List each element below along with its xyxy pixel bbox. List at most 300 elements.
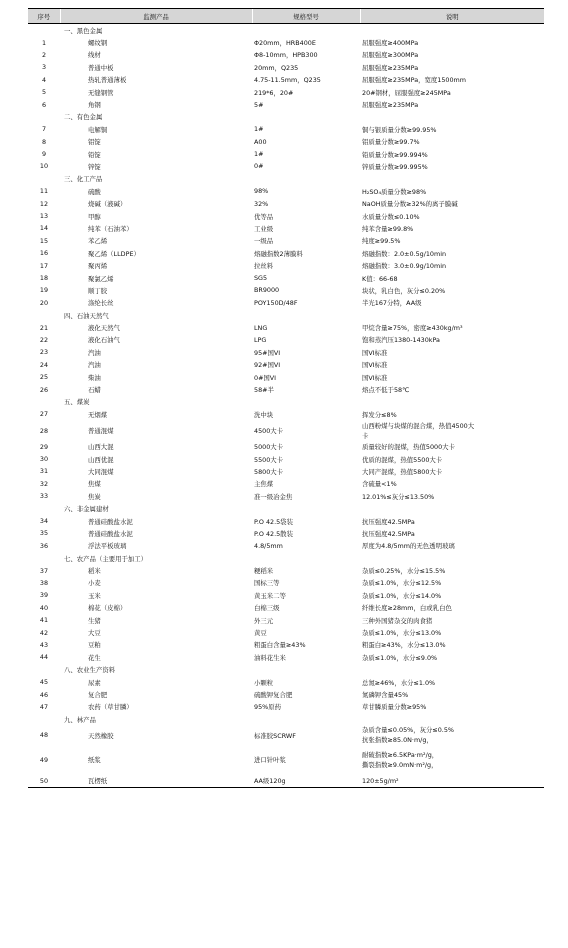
category-name: 一、黑色金属 <box>64 26 103 35</box>
row-number: 26 <box>39 385 49 394</box>
row-number: 38 <box>39 578 49 587</box>
table-row <box>28 284 544 296</box>
category-row <box>28 24 544 37</box>
product-note: 杂质≤1.0%，水分≤14.0% <box>362 591 442 600</box>
table-row <box>28 371 544 383</box>
row-number: 50 <box>28 774 60 787</box>
product-name: 汽油 <box>88 348 101 357</box>
category-row <box>28 552 544 564</box>
row-number: 10 <box>39 162 49 171</box>
category-spec-cell <box>252 309 360 321</box>
table-row <box>28 589 544 601</box>
category-no-cell <box>28 664 60 676</box>
note-line: 耐破指数≥6.5KPa·m²/g， <box>362 750 439 759</box>
category-row <box>28 502 544 514</box>
category-spec-cell <box>252 24 360 37</box>
product-note: 屈服强度≥300MPa <box>362 51 419 60</box>
category-spec-cell <box>252 396 360 408</box>
product-note: 质量较好的混煤，热值5000大卡 <box>362 443 455 452</box>
product-spec: 油料花生米 <box>254 653 286 662</box>
table-row <box>28 61 544 73</box>
product-spec: Φ20mm，HRB400E <box>254 39 316 48</box>
category-spec-cell <box>252 713 360 725</box>
product-note: 大同产混煤，热值5800大卡 <box>362 467 443 476</box>
table-row <box>28 651 544 663</box>
table-row <box>28 774 544 787</box>
row-number: 48 <box>39 731 49 740</box>
product-spec: 粳稻米 <box>254 567 274 576</box>
row-number: 21 <box>39 323 49 332</box>
product-name: 稻米 <box>88 567 101 576</box>
product-name: 线材 <box>88 51 101 60</box>
table-row <box>28 383 544 395</box>
table-row <box>28 577 544 589</box>
category-spec-cell <box>252 552 360 564</box>
category-name: 四、石油天然气 <box>64 311 109 320</box>
product-spec: 4.8/5mm <box>254 541 283 550</box>
product-name: 无缝钢管 <box>88 88 114 97</box>
row-number: 36 <box>39 541 49 550</box>
product-note: 草甘膦质量分数≥95% <box>362 703 427 712</box>
row-number: 25 <box>39 373 49 382</box>
row-number: 8 <box>41 137 47 146</box>
product-spec: 4.75-11.5mm，Q235 <box>254 76 321 85</box>
monitoring-products-table-container <box>28 8 544 788</box>
header-row <box>28 9 544 24</box>
row-number: 29 <box>39 442 49 451</box>
product-spec: LNG <box>254 323 268 332</box>
product-name: 浮法平板玻璃 <box>88 542 127 551</box>
product-name: 焦炭 <box>88 492 101 501</box>
product-spec: 4500大卡 <box>254 427 284 435</box>
product-spec: 准一级冶金焦 <box>254 492 293 501</box>
table-row <box>28 334 544 346</box>
product-name: 液化天然气 <box>88 324 120 333</box>
product-spec: 0#国VI <box>254 373 277 382</box>
table-body <box>28 24 544 788</box>
product-note: 屈服强度≥235MPa <box>362 101 419 110</box>
product-name: 甲醇 <box>88 212 101 221</box>
table-row <box>28 259 544 271</box>
row-number: 27 <box>39 410 49 419</box>
product-note: 三种外国猪杂交的肉食猪 <box>362 616 433 625</box>
product-spec: 黄玉米二等 <box>254 591 286 600</box>
product-note: H₂SO₄质量分数≥98% <box>362 187 427 196</box>
table-row <box>28 626 544 638</box>
note-line: 山西粉煤与块煤的混合煤，热值4500大 <box>362 421 475 430</box>
table-row <box>28 688 544 700</box>
product-spec: 5500大卡 <box>254 455 284 464</box>
product-name: 铝锭 <box>88 138 101 147</box>
product-name: 玉米 <box>88 591 101 600</box>
product-name: 复合肥 <box>88 691 108 699</box>
product-name: 农药（草甘膦） <box>88 703 133 712</box>
product-spec: 5# <box>254 100 264 109</box>
product-spec: 20mm，Q235 <box>254 63 299 72</box>
product-note: 半光167分特，AA级 <box>362 299 422 308</box>
product-note: K值：66-68 <box>362 274 398 283</box>
product-note: 挥发分≤8% <box>362 410 397 419</box>
row-number: 31 <box>39 467 49 476</box>
table-row <box>28 297 544 309</box>
category-row <box>28 173 544 185</box>
product-name: 聚乙烯（LLDPE） <box>88 249 140 258</box>
product-spec: 优等品 <box>254 212 274 221</box>
product-name: 锌锭 <box>88 162 101 171</box>
product-spec: 熔融指数2薄膜料 <box>254 249 303 258</box>
row-number: 6 <box>41 100 47 109</box>
row-number: 3 <box>41 63 47 72</box>
product-spec: 0# <box>254 162 264 171</box>
table-row <box>28 453 544 465</box>
table-header <box>28 9 544 24</box>
category-no-cell <box>28 309 60 321</box>
row-number: 33 <box>39 492 49 501</box>
category-note-cell <box>360 396 544 408</box>
product-note: 总氮≥46%，水分≤1.0% <box>362 678 436 687</box>
product-note: 杂质≤1.0%，水分≤12.5% <box>362 579 442 588</box>
table-row <box>28 98 544 110</box>
category-name: 五、煤炭 <box>64 398 90 407</box>
product-spec: P.O 42.5袋装 <box>254 517 293 526</box>
product-spec: 拉丝料 <box>254 262 274 271</box>
product-name: 山西优混 <box>88 455 114 464</box>
table-row <box>28 564 544 576</box>
row-number: 18 <box>39 274 49 282</box>
product-spec: SG5 <box>254 274 268 282</box>
table-row <box>28 210 544 222</box>
product-note: 抗压强度42.5MPa <box>362 517 415 526</box>
product-name: 天然橡胶 <box>88 731 114 740</box>
note-line: 抗张指数≥85.0N·m/g， <box>362 736 433 745</box>
product-name: 苯乙烯 <box>88 237 108 246</box>
product-note: 国VI标准 <box>362 373 388 382</box>
product-spec: 硫酸钾复合肥 <box>254 691 293 699</box>
product-name: 尿素 <box>88 678 101 687</box>
product-note: 优质的混煤，热值5500大卡 <box>362 455 443 464</box>
category-note-cell <box>360 173 544 185</box>
category-name: 八、农业生产资料 <box>64 666 116 675</box>
table-row <box>28 421 544 441</box>
note-line: 卡 <box>362 431 369 440</box>
category-note-cell <box>360 502 544 514</box>
product-spec: 进口针叶浆 <box>254 756 286 765</box>
row-number: 34 <box>39 517 49 526</box>
category-note-cell <box>360 111 544 123</box>
product-note: 国VI标准 <box>362 348 388 357</box>
row-number: 40 <box>39 603 49 612</box>
product-note: 纯度≥99.5% <box>362 237 401 246</box>
note-line: 杂质含量≤0.05%，灰分≤0.5% <box>362 726 454 735</box>
row-number: 30 <box>39 455 49 464</box>
table-row <box>28 515 544 527</box>
product-name: 硫酸 <box>88 187 101 196</box>
row-number: 17 <box>39 261 49 270</box>
product-note: 熔融指数：3.0±0.9g/10min <box>362 262 447 271</box>
table-row <box>28 441 544 453</box>
table-row <box>28 725 544 745</box>
row-number: 13 <box>39 212 49 221</box>
product-name: 普通硅酸盐水泥 <box>88 517 133 526</box>
product-name: 汽油 <box>88 361 101 370</box>
product-name: 普通硅酸盐水泥 <box>88 529 133 538</box>
product-name: 焦煤 <box>88 480 101 489</box>
row-number: 12 <box>39 199 49 208</box>
header-product: 监测产品 <box>60 9 252 24</box>
product-name: 无烟煤 <box>88 410 108 419</box>
product-name: 花生 <box>88 653 101 662</box>
product-name: 螺纹钢 <box>88 39 108 48</box>
category-no-cell <box>28 552 60 564</box>
monitoring-products-table <box>28 8 544 788</box>
product-note: 熔融指数：2.0±0.5g/10min <box>362 249 447 258</box>
table-row <box>28 359 544 371</box>
product-spec: 5800大卡 <box>254 467 284 476</box>
product-spec: AA级120g <box>252 774 360 787</box>
product-spec: 58#半 <box>254 386 274 395</box>
row-number: 2 <box>41 50 47 59</box>
table-row <box>28 639 544 651</box>
product-name: 大豆 <box>88 629 101 638</box>
category-spec-cell <box>252 173 360 185</box>
product-note: 纯苯含量≥99.8% <box>362 224 414 233</box>
product-spec: 95#国VI <box>254 348 281 357</box>
product-name: 铅锭 <box>88 150 101 159</box>
product-note <box>360 421 544 441</box>
product-note: 熔点不低于58℃ <box>362 386 410 395</box>
table-row <box>28 49 544 61</box>
table-row <box>28 465 544 477</box>
category-note-cell <box>360 24 544 37</box>
product-spec: 主焦煤 <box>254 480 274 489</box>
product-name: 普通混煤 <box>88 427 114 435</box>
product-spec: BR9000 <box>254 286 280 295</box>
row-number: 7 <box>41 125 47 134</box>
category-row <box>28 111 544 123</box>
product-name: 豆粕 <box>88 641 101 650</box>
table-row <box>28 86 544 98</box>
product-spec: 洗中块 <box>254 410 274 419</box>
product-name: 涤纶长丝 <box>88 299 114 308</box>
product-spec: 小颗粒 <box>254 678 274 687</box>
product-note: 120±5g/m² <box>360 774 544 787</box>
table-row <box>28 136 544 148</box>
table-row <box>28 408 544 420</box>
product-note <box>360 745 544 774</box>
product-name: 瓦楞纸 <box>60 774 252 787</box>
product-note: 抗压强度42.5MPa <box>362 529 415 538</box>
product-spec: 1# <box>254 125 264 134</box>
product-name: 顺丁胶 <box>88 286 108 295</box>
product-note: 20#钢材，屈服强度≥245MPa <box>362 88 451 97</box>
product-note: 饱和蒸汽压1380-1430kPa <box>362 336 440 345</box>
product-name: 液化石油气 <box>88 336 120 345</box>
row-number: 43 <box>39 640 49 649</box>
product-name: 聚氯乙烯 <box>88 274 114 283</box>
table-row <box>28 36 544 48</box>
product-note: 厚度为4.8/5mm的无色透明玻璃 <box>362 542 455 551</box>
product-spec: 白棉三级 <box>254 604 280 613</box>
category-name: 三、化工产品 <box>64 175 103 184</box>
product-note: 块状，乳白色，灰分≤0.20% <box>362 286 446 295</box>
table-row <box>28 745 544 774</box>
product-spec: 粗蛋白含量≥43% <box>254 641 306 650</box>
header-no: 序号 <box>28 9 60 24</box>
product-note: 含硫量<1% <box>362 480 397 489</box>
product-spec: P.O 42.5散装 <box>254 529 293 538</box>
table-row <box>28 123 544 135</box>
category-row <box>28 664 544 676</box>
category-row <box>28 309 544 321</box>
product-note: 杂质≤0.25%，水分≤15.5% <box>362 567 446 576</box>
category-no-cell <box>28 713 60 725</box>
product-name: 烧碱（液碱） <box>88 200 127 209</box>
table-row <box>28 614 544 626</box>
category-note-cell <box>360 552 544 564</box>
row-number: 23 <box>39 348 49 357</box>
row-number: 4 <box>41 75 47 84</box>
product-spec: 标准胶SCRWF <box>254 731 296 740</box>
product-note <box>360 725 544 745</box>
category-note-cell <box>360 664 544 676</box>
product-note: 铝质量分数≥99.7% <box>362 138 420 147</box>
row-number: 16 <box>39 249 49 258</box>
row-number: 45 <box>39 678 49 687</box>
product-name: 柴油 <box>88 373 101 382</box>
table-row <box>28 676 544 688</box>
row-number: 46 <box>39 690 49 699</box>
header-spec: 规格型号 <box>252 9 360 24</box>
table-row <box>28 346 544 358</box>
table-row <box>28 602 544 614</box>
product-spec: 98% <box>254 187 269 196</box>
table-row <box>28 222 544 234</box>
category-note-cell <box>360 309 544 321</box>
product-note: 粗蛋白≥43%，水分≤13.0% <box>362 641 446 650</box>
product-spec: 5000大卡 <box>254 443 284 452</box>
product-spec: 外三元 <box>254 616 274 625</box>
row-number: 49 <box>39 755 49 764</box>
category-name: 九、林产品 <box>64 715 96 724</box>
product-note: 水质量分数≤0.10% <box>362 212 420 221</box>
row-number: 32 <box>39 479 49 488</box>
product-note: 杂质≤1.0%，水分≤9.0% <box>362 653 438 662</box>
product-spec: 219*6，20# <box>254 88 294 97</box>
product-note: 锌质量分数≥99.995% <box>362 162 428 171</box>
row-number: 5 <box>41 88 47 97</box>
row-number: 11 <box>39 187 49 196</box>
product-note: 甲烷含量≥75%，密度≥430kg/m³ <box>362 324 463 333</box>
product-name: 石蜡 <box>88 386 101 395</box>
product-name: 棉花（皮棉） <box>88 604 127 613</box>
product-name: 山西大混 <box>88 443 114 452</box>
table-row <box>28 148 544 160</box>
product-note: NaOH质量分数≥32%的离子膜碱 <box>362 200 458 209</box>
row-number: 47 <box>39 702 49 711</box>
product-note: 纤维长度≥28mm，白或乳白色 <box>362 604 452 613</box>
row-number: 24 <box>39 360 49 369</box>
category-no-cell <box>28 24 60 37</box>
category-no-cell <box>28 396 60 408</box>
table-row <box>28 527 544 539</box>
table-row <box>28 478 544 490</box>
category-spec-cell <box>252 502 360 514</box>
table-row <box>28 160 544 172</box>
product-name: 纯苯（石油苯） <box>88 224 133 233</box>
table-row <box>28 74 544 86</box>
product-spec: 32% <box>254 199 269 208</box>
category-name: 七、农产品（主要用于加工） <box>64 554 148 563</box>
product-note: 屈服强度≥235MPa <box>362 63 419 72</box>
product-note: 屈服强度≥235MPa，宽度1500mm <box>362 76 466 85</box>
category-no-cell <box>28 173 60 185</box>
product-spec: POY150D/48F <box>254 298 298 307</box>
category-name: 六、非金属建材 <box>64 505 109 514</box>
category-note-cell <box>360 713 544 725</box>
product-note: 铜与银质量分数≥99.95% <box>362 125 437 134</box>
table-row <box>28 247 544 259</box>
row-number: 41 <box>39 616 49 625</box>
table-row <box>28 185 544 197</box>
product-spec: 92#国VI <box>254 361 281 370</box>
table-row <box>28 701 544 713</box>
product-note: 氮磷钾含量45% <box>362 691 409 699</box>
category-row <box>28 396 544 408</box>
row-number: 28 <box>39 426 49 435</box>
product-name: 大同混煤 <box>88 467 114 476</box>
header-note: 说明 <box>360 9 544 24</box>
product-name: 小麦 <box>88 579 101 588</box>
row-number: 9 <box>41 150 47 159</box>
row-number: 35 <box>39 529 49 538</box>
product-note: 杂质≤1.0%，水分≤13.0% <box>362 629 442 638</box>
product-note: 铅质量分数≥99.994% <box>362 150 428 159</box>
note-line: 撕裂指数≥9.0mN·m²/g， <box>362 760 438 769</box>
table-row <box>28 197 544 209</box>
product-name: 热轧普通薄板 <box>88 76 127 85</box>
product-spec: A00 <box>254 137 267 146</box>
row-number: 19 <box>39 286 49 295</box>
table-row <box>28 490 544 502</box>
product-name: 纸浆 <box>88 756 101 765</box>
row-number: 1 <box>41 38 47 47</box>
row-number: 22 <box>39 335 49 344</box>
row-number: 20 <box>39 298 49 307</box>
table-row <box>28 235 544 247</box>
product-name: 生猪 <box>88 616 101 625</box>
category-spec-cell <box>252 664 360 676</box>
product-spec: 工业级 <box>254 224 274 233</box>
product-name: 普通中板 <box>88 63 114 72</box>
product-name: 角钢 <box>88 101 101 110</box>
category-spec-cell <box>252 111 360 123</box>
row-number: 39 <box>39 591 49 600</box>
product-note: 屈服强度≥400MPa <box>362 39 419 48</box>
table-row <box>28 321 544 333</box>
product-note: 12.01%≤灰分≤13.50% <box>362 492 435 501</box>
product-spec: 黄豆 <box>254 629 267 638</box>
category-name: 二、有色金属 <box>64 113 103 122</box>
product-note: 国VI标准 <box>362 361 388 370</box>
product-spec: Φ8-10mm，HPB300 <box>254 51 318 60</box>
product-spec: 国标三等 <box>254 579 280 588</box>
product-name: 聚丙烯 <box>88 262 108 271</box>
row-number: 14 <box>39 224 49 233</box>
row-number: 15 <box>39 236 49 245</box>
table-row <box>28 540 544 552</box>
product-spec: 1# <box>254 150 264 159</box>
product-name: 电解铜 <box>88 125 108 134</box>
